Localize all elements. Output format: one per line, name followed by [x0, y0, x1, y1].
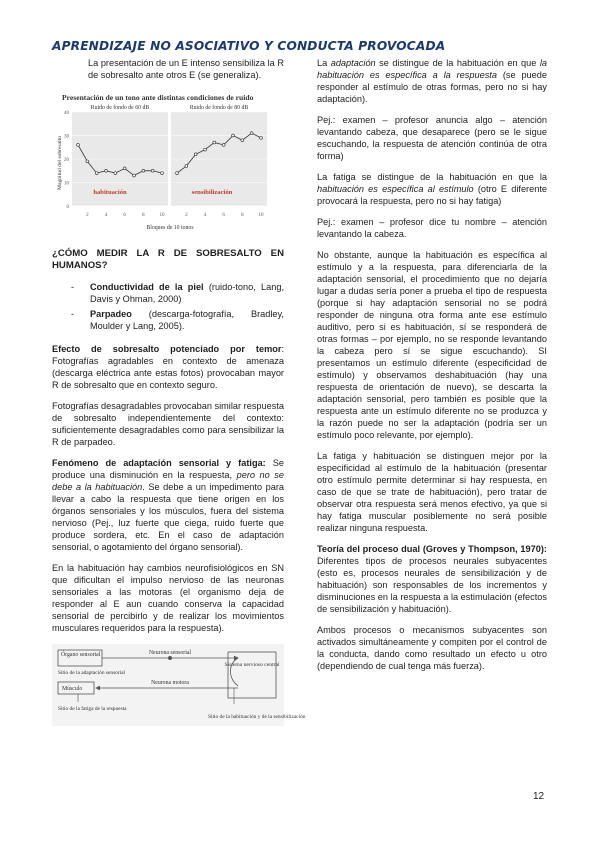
left-column	[52, 57, 306, 726]
habituation-site-label: Sitio de la habituación y de la sensibilización	[208, 714, 306, 720]
page-header-title: APRENDIZAJE NO ASOCIATIVO Y CONDUCTA PROVOCADA	[52, 39, 446, 53]
data-point	[133, 174, 136, 177]
data-point	[142, 169, 145, 172]
bullet-text: (descarga-fotografía, Bradley, Moulder y Lang, 2005).	[90, 309, 284, 331]
chart-title: Presentación de un tono ante distintas condiciones de ruido	[62, 93, 254, 102]
data-point	[105, 169, 108, 172]
data-point	[185, 165, 188, 168]
habituation-label: habituación	[93, 189, 127, 196]
example-attention-paragraph: Pej.: examen – profesor anuncia algo – atención levantando cabeza, que desaparece (pero se le sigue escuchando, la respuesta de atención continúa de otra forma)	[317, 115, 547, 161]
dual-process-paragraph: Teoría del proceso dual (Groves y Thompson, 1970): Diferentes tipos de procesos neurales subyacentes (esto es, procesos neurales de sensibilización y de habituación) son responsables de los incrementos y disminuciones en la respuesta a la estimulación (efectos de sensibilización y habituación).	[317, 544, 547, 614]
x-tick-label: 10	[159, 213, 165, 218]
y-tick-label: 0	[66, 205, 69, 210]
muscle-label: Músculo	[62, 686, 83, 692]
data-point	[241, 139, 244, 142]
competition-paragraph: Ambos procesos o mecanismos subyacentes son activados simultáneamente y compiten por el control de la conducta, dando como resultado un efecto u otro (dependiendo de cual tenga más fuerza).	[317, 625, 547, 671]
habituation-neuro-paragraph: En la habituación hay cambios neurofisiológicos en SN que dificultan el impulso nervioso de las neuronas sensoriales a las motoras (el organismo deja de responder al E aun cuando conserva la capacidad sensorial de percibirlo y de realizar los movimientos musculares requeridos para la respuesta).	[52, 563, 284, 633]
data-point	[161, 172, 164, 175]
example-name-paragraph: Pej.: examen – profesor dice tu nombre – atención levantando la cabeza.	[317, 217, 547, 239]
y-tick-label: 40	[64, 111, 69, 116]
intro-paragraph: La presentación de un E intenso sensibiliza la R de sobresalto ante otros E (se generaliza).	[88, 58, 284, 80]
list-item	[90, 308, 284, 332]
x-tick-label: 6	[123, 213, 126, 218]
data-point	[151, 169, 154, 172]
data-point	[114, 172, 117, 175]
sensory-neuron-label: Neurona sensorial	[148, 650, 192, 656]
data-point	[250, 132, 253, 135]
sensory-organ-label: Órgano sensorial	[61, 652, 101, 658]
x-tick-label: 4	[104, 213, 108, 218]
data-point	[123, 167, 126, 170]
sensitization-label: sensibilización	[191, 189, 233, 196]
data-point	[260, 136, 263, 139]
question-heading: ¿CÓMO MEDIR LA R DE SOBRESALTO EN HUMANOS?	[52, 248, 284, 271]
fatigue-site-label: Sitio de la fatiga de la respuesta	[58, 706, 127, 712]
y-tick-label: 10	[64, 181, 69, 187]
data-point	[204, 148, 207, 151]
y-axis-label: Magnitud del sobresalto	[57, 135, 63, 190]
sensory-adaptation-paragraph: Fenómeno de adaptación sensorial y fatiga: Se produce una disminución en la respuesta, pero no se debe a la habituación. Se debe a un impedimento para llevar a cabo la respuesta que tiene origen en los órganos sensoriales y los músculos, fuera del sistema nervioso (Pej., luz fuerte que ciega, ruido fuerte que produce sordera, etc. En el caso de adaptación sensorial, o agotamiento del órgano sensorial).	[52, 458, 284, 552]
bullet-term: Conductividad de la piel	[90, 282, 204, 292]
x-axis-label: Bloques de 10 tonos	[146, 225, 194, 231]
specificity-paragraph: No obstante, aunque la habituación es específica al estímulo y a la respuesta, para diferenciarla de la adaptación sensorial, el procedimiento que no dejaría lugar a dudas sería poner a prueba el tipo de respuesta (porque si hay adaptación sensorial no se podrá responder de ninguna otra forma ante ese estímulo auditivo, pero si es habituación, sí se responderá de otras formas – por ejemplo, no se responde levantando la cabeza pero sí se sigue escuchando). SI presentamos un estímulo diferente (especificidad de estímulo) y observamos deshabituación (hay una respuesta de orientación de nuevo), se descarta la adaptación sensorial, pero también es posible que la respuesta ante un estímulo diferente no se produzca y la razón puede no ser la adaptación (podría ser un estímulo poco relevante, por ejemplo).	[317, 250, 547, 440]
data-point	[86, 160, 89, 163]
data-point	[213, 141, 216, 144]
bullet-text: (ruido-tono, Lang, Davis y Ohman, 2000)	[90, 282, 284, 304]
adaptation-site-label: Sitio de la adaptación sensorial	[58, 670, 126, 676]
fear-startle-paragraph: Efecto de sobresalto potenciado por temor: Fotografías agradables en contexto de amenaza (descarga eléctrica ante estas fotos) provocaban mayor R de sobresalto que en contexto seguro.	[52, 344, 284, 390]
list-item	[90, 281, 284, 305]
data-point	[194, 153, 197, 156]
panel-right-label: Ruido de fondo de 80 dB	[189, 105, 249, 111]
data-point	[77, 144, 80, 147]
measure-list	[52, 281, 284, 332]
motor-neuron-label: Neurona motora	[151, 680, 189, 686]
startle-chart	[52, 90, 284, 240]
data-point	[176, 172, 179, 175]
data-point	[232, 134, 235, 137]
x-tick-label: 8	[142, 213, 145, 218]
bullet-term: Parpadeo	[90, 309, 132, 319]
right-column	[317, 57, 547, 681]
startle-figure	[52, 90, 284, 240]
page-number: 12	[533, 791, 545, 802]
x-tick-label: 8	[241, 213, 244, 218]
fatigue-paragraph: La fatiga se distingue de la habituación en que la habituación es específica al estímulo (otro E diferente provocará la respuesta, pero no si hay fatiga)	[317, 172, 547, 206]
neural-pathway-diagram	[52, 644, 306, 726]
x-tick-label: 2	[185, 213, 188, 218]
neural-pathway-figure	[52, 644, 306, 726]
x-tick-label: 2	[86, 213, 89, 218]
data-point	[95, 172, 98, 175]
y-tick-label: 20	[64, 158, 69, 163]
x-tick-label: 6	[222, 213, 225, 218]
y-tick-label: 30	[64, 134, 69, 140]
cns-label: Sistema nervioso central	[224, 662, 280, 668]
adaptation-paragraph: La adaptación se distingue de la habituación en que la habituación es específica a la respuesta (se puede responder al estímulo de otras formas, pero no si hay adaptación).	[317, 58, 547, 104]
unpleasant-photos-paragraph: Fotografías desagradables provocaban similar respuesta de sobresalto independientemente del contexto: suficientemente desagradables como para sensibilizar la R de parpadeo.	[52, 401, 284, 447]
panel-left-label: Ruido de fondo de 60 dB	[90, 105, 150, 111]
data-point	[222, 144, 225, 147]
x-tick-label: 4	[203, 213, 207, 218]
fatigue-vs-habituation-paragraph: La fatiga y habituación se distinguen mejor por la especificidad al estímulo de la habituación (presentar otro estímulo permite determinar si hay respuesta, en caso de que se trate de habituación), pero tratar de observar otra respuesta será menos efectivo, ya que si hay fatiga muscular posiblemente no será posible realizar ninguna respuesta.	[317, 451, 547, 533]
x-tick-label: 10	[258, 213, 264, 218]
